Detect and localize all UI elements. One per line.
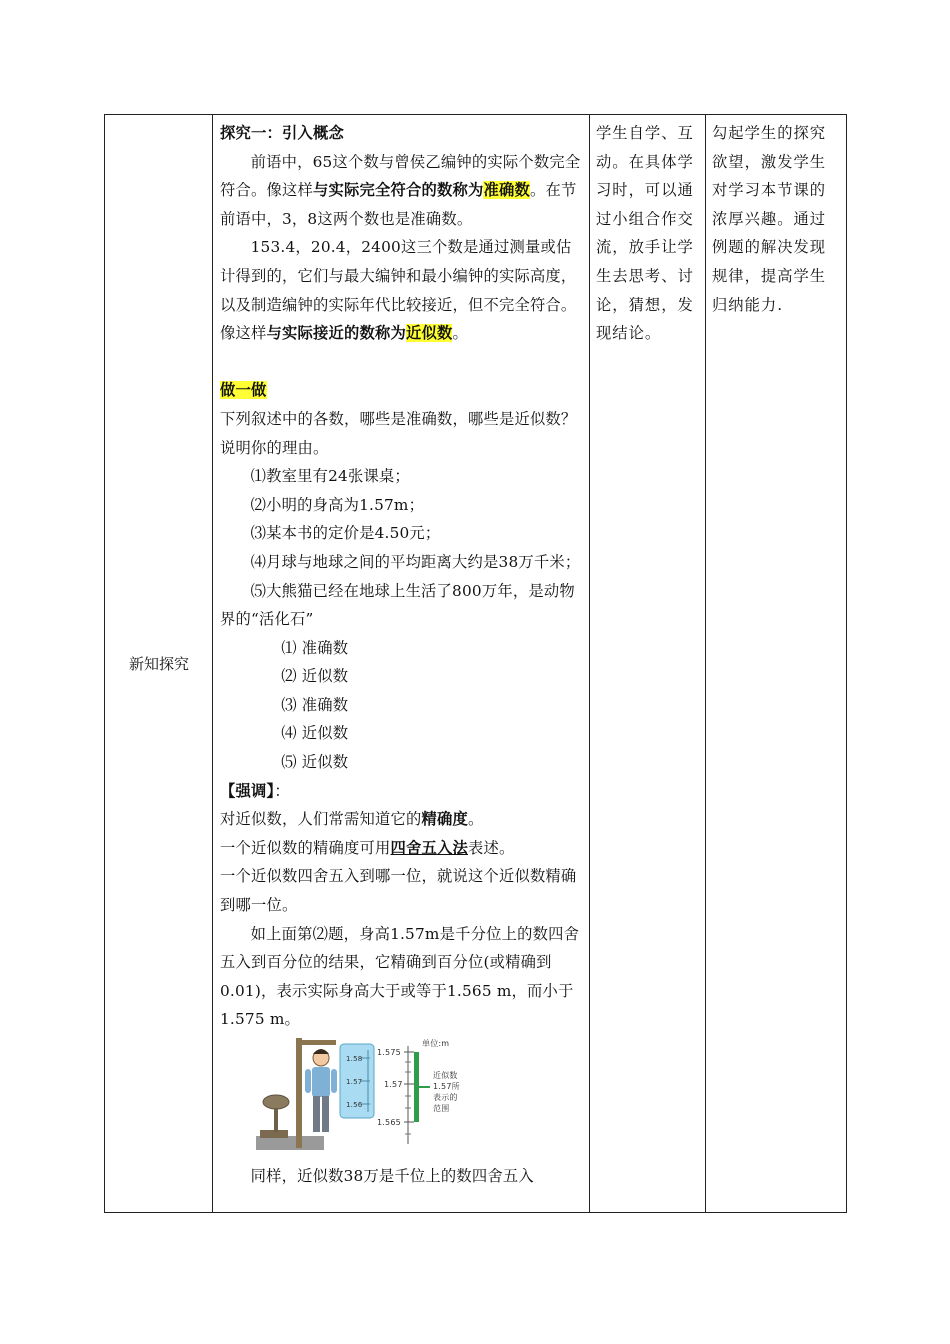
ruler-label-top: 1.575: [377, 1048, 401, 1057]
ruler-label-mid: 1.57: [384, 1080, 403, 1089]
term-approx-number: 近似数: [405, 324, 453, 343]
person-leg: [322, 1096, 329, 1132]
emphasis-line: 对近似数，人们常需知道它的精确度。: [220, 810, 484, 829]
zoom-label: 1.57: [346, 1078, 363, 1086]
zoom-label: 1.56: [346, 1101, 363, 1109]
scale-dial-icon: [263, 1095, 289, 1109]
answer-item: ⑵ 近似数: [281, 667, 349, 686]
answer-item: ⑸ 近似数: [281, 753, 349, 772]
person-arm: [305, 1069, 311, 1093]
design-intent-text: 勾起学生的探究欲望，激发学生对学习本节课的浓厚兴趣。通过例题的解决发现规律，提高学生归纳能力.: [712, 124, 827, 314]
person-arm: [331, 1069, 337, 1093]
range-bar: [414, 1052, 419, 1122]
height-measure-figure: [220, 1036, 582, 1156]
example-explanation: 如上面第⑵题，身高1.57m是千分位上的数四舍五入到百分位的结果，它精确到百分位(或精确到0.01)，表示实际身高大于或等于1.565 m，而小于1.575 m。: [220, 924, 580, 1029]
content-cell: [220, 119, 582, 1212]
range-note: 近似数: [433, 1071, 458, 1080]
list-item: ⑶某本书的定价是4.50元；: [250, 524, 441, 543]
paragraph-exact-number: 前语中，65这个数与曾侯乙编钟的实际个数完全符合。像这样与实际完全符合的数称为准确数。在节前语中，3，8这两个数也是准确数。: [220, 152, 581, 228]
range-note: 范围: [433, 1104, 450, 1113]
lesson-table: [104, 114, 847, 1213]
head-bar: [296, 1040, 336, 1045]
emphasis-title: 【强调】：: [220, 781, 290, 800]
design-intent-cell: [712, 119, 840, 319]
answer-item: ⑷ 近似数: [281, 724, 349, 743]
ruler-label-bottom: 1.565: [377, 1118, 401, 1127]
emphasis-line: 一个近似数四舍五入到哪一位，就说这个近似数精确到哪一位。: [220, 867, 577, 915]
activity-title: 做一做: [220, 381, 267, 400]
answer-item: ⑴ 准确数: [281, 638, 349, 657]
range-note: 表示的: [433, 1093, 458, 1102]
list-item: ⑷月球与地球之间的平均距离大约是38万千米；: [250, 552, 581, 571]
question: 下列叙述中的各数，哪些是准确数，哪些是近似数？说明你的理由。: [220, 409, 577, 457]
column-divider: [705, 115, 706, 1212]
height-measure-illustration: [220, 1036, 500, 1156]
list-item: ⑵小明的身高为1.57m；: [250, 495, 425, 514]
person-shirt: [312, 1067, 330, 1097]
student-activity-cell: [596, 119, 696, 348]
scale-base: [256, 1136, 324, 1150]
continuation-text: 同样，近似数38万是千位上的数四舍五入: [250, 1167, 534, 1185]
answer-item: ⑶ 准确数: [281, 695, 349, 714]
paragraph-approx-number: 153.4，20.4，2400这三个数是通过测量或估计得到的，它们与最大编钟和最小编钟的实际高度，以及制造编钟的实际年代比较接近，但不完全符合。像这样与实际接近的数称为近似数。: [220, 238, 577, 343]
student-activity-text: 学生自学、互动。在具体学习时，可以通过小组合作交流，放手让学生去思考、讨论，猜想，发现结论。: [596, 124, 694, 343]
column-divider: [589, 115, 590, 1212]
person-hair: [313, 1049, 329, 1054]
measuring-pole: [296, 1038, 302, 1148]
section-title: 探究一：引入概念: [220, 124, 344, 142]
unit-label: 单位:m: [422, 1039, 450, 1048]
emphasis-line: 一个近似数的精确度可用四舍五入法表述。: [220, 838, 515, 857]
term-exact-number: 准确数: [483, 181, 530, 200]
row-label: 新知探究: [128, 655, 189, 673]
range-note: 1.57所: [433, 1082, 460, 1091]
scale-stand: [274, 1108, 278, 1132]
person-leg: [313, 1096, 320, 1132]
list-item: ⑴教室里有24张课桌；: [250, 467, 410, 486]
row-label-cell: [105, 115, 213, 1212]
zoom-label: 1.58: [346, 1055, 363, 1063]
list-item: ⑸大熊猫已经在地球上生活了800万年，是动物界的“活化石”: [220, 581, 575, 629]
